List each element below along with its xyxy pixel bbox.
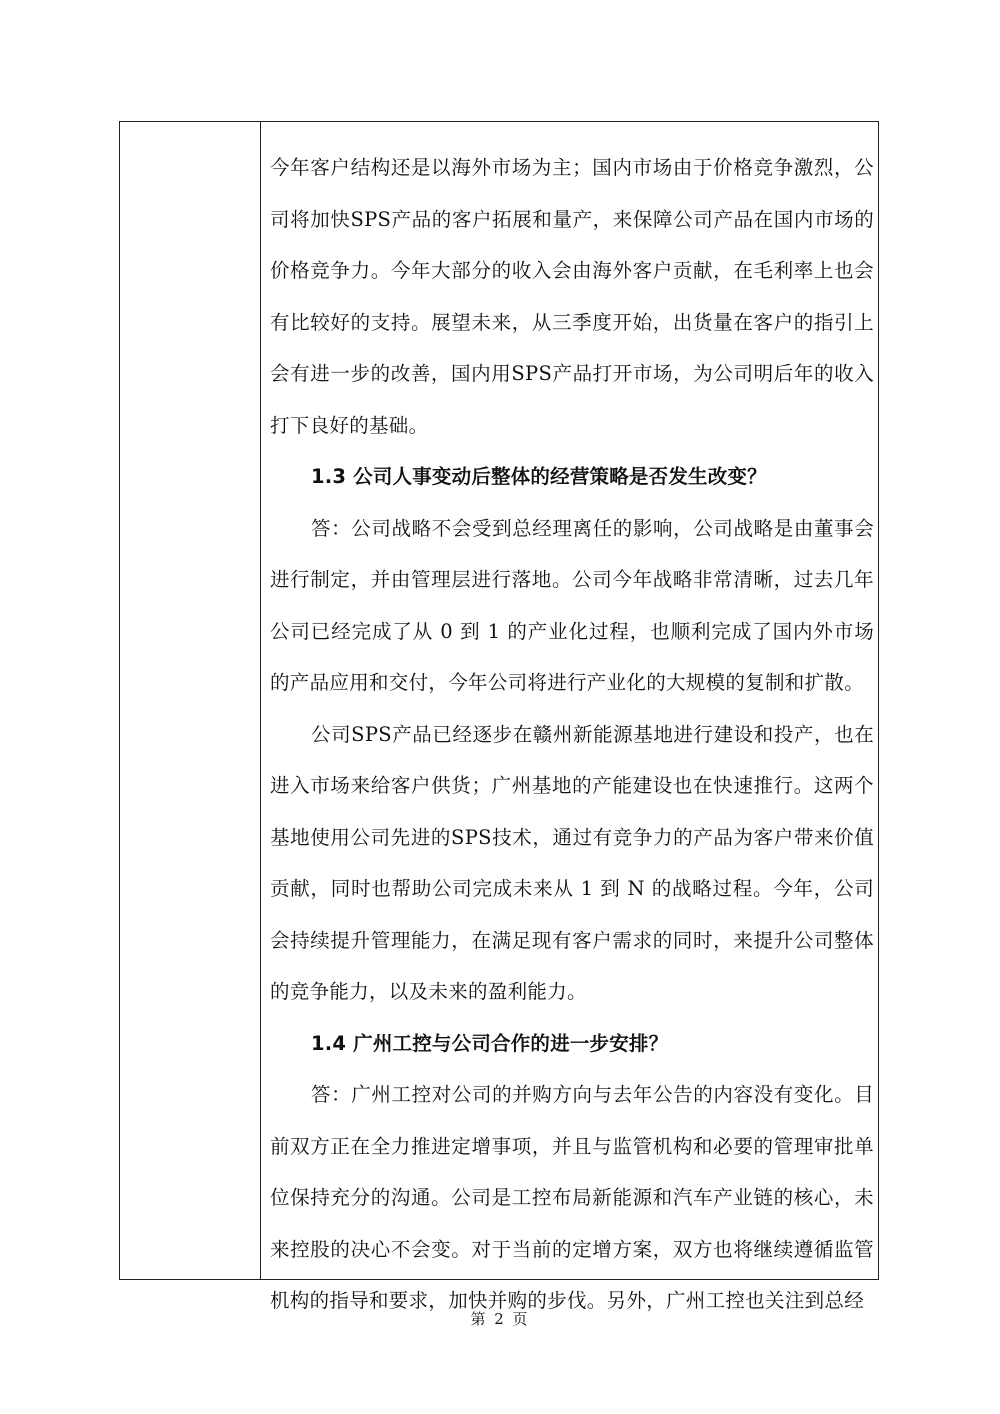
table-left-column: [120, 122, 261, 1279]
table-content-cell: [270, 142, 874, 1327]
document-table: [119, 121, 879, 1312]
page-number: 第 2 页: [470, 1310, 530, 1328]
paragraph-guangzhou-answer: 答：广州工控对公司的并购方向与去年公告的内容没有变化。目前双方正在全力推进定增事项，并且与监管机构和必要的管理审批单位保持充分的沟通。公司是工控布局新能源和汽车产业链的核心，未来控股的决心不会变。对于当前的定增方案，双方也将继续遵循监管机构的指导和要求，加快并购的步伐。另外，广州工控也关注到总经: [270, 1083, 874, 1312]
heading-1-3: 1.3 公司人事变动后整体的经营策略是否发生改变？: [311, 465, 767, 488]
paragraph-customer-structure: 今年客户结构还是以海外市场为主；国内市场由于价格竞争激烈，公司将加快SPS产品的客户拓展和量产，来保障公司产品在国内市场的价格竞争力。今年大部分的收入会由海外客户贡献，在毛利率上也会有比较好的支持。展望未来，从三季度开始，出货量在客户的指引上会有进一步的改善，国内用SPS产品打开市场，为公司明后年的收入打下良好的基础。: [270, 156, 874, 437]
heading-1-4: 1.4 广州工控与公司合作的进一步安排？: [311, 1031, 669, 1055]
paragraph-strategy-answer: 答：公司战略不会受到总经理离任的影响，公司战略是由董事会进行制定，并由管理层进行落地。公司今年战略非常清晰，过去几年公司已经完成了从 0 到 1 的产业化过程，也顺利完成了国内外市场的产品应用和交付，今年公司将进行产业化的大规模的复制和扩散。: [270, 516, 874, 694]
paragraph-sps-bases: 公司SPS产品已经逐步在赣州新能源基地进行建设和投产，也在进入市场来给客户供货；广州基地的产能建设也在快速推行。这两个基地使用公司先进的SPS技术，通过有竞争力的产品为客户带来价值贡献，同时也帮助公司完成未来从 1 到 N 的战略过程。今年，公司会持续提升管理能力，在满足现有客户需求的同时，来提升公司整体的竞争能力，以及未来的盈利能力。: [270, 722, 874, 1003]
